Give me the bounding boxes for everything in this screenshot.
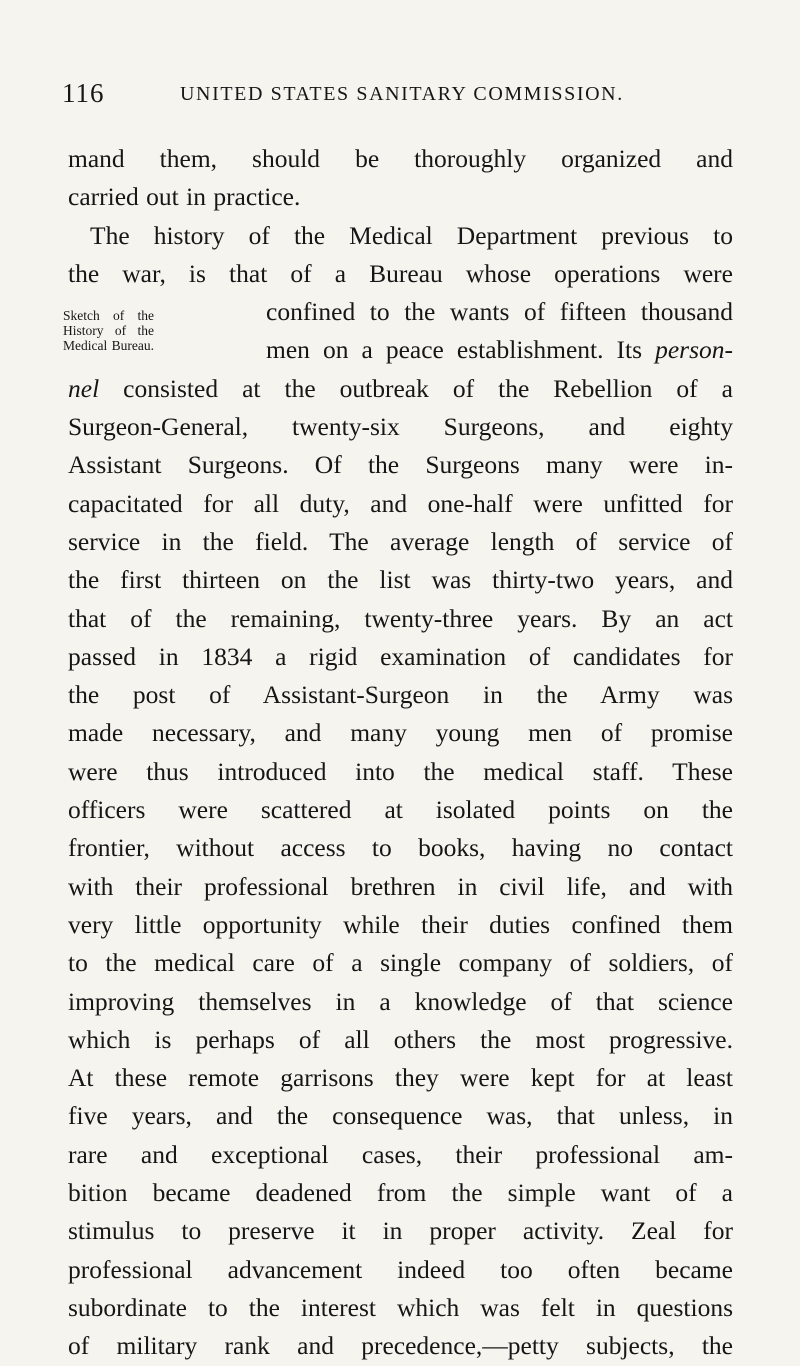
- text-line: subordinate to the interest which was felt in questions: [68, 1292, 733, 1322]
- text-line: confined to the wants of fifteen thousand: [266, 297, 733, 327]
- sidenote-line: History of the: [63, 323, 154, 339]
- text-line: frontier, without access to books, having no contact: [68, 833, 733, 863]
- page-number: 116: [62, 78, 105, 108]
- text-line: professional advancement indeed too often became: [68, 1254, 733, 1284]
- text-line: service in the field. The average length of service of: [68, 526, 733, 556]
- sidenote-line: Sketch of the: [63, 308, 154, 324]
- text-fragment: men on a peace establishment. Its: [266, 335, 656, 365]
- text-line: five years, and the consequence was, that unless, in: [68, 1101, 733, 1131]
- text-line: very little opportunity while their duties confined them: [68, 909, 733, 939]
- text-line: The history of the Medical Department previous to: [90, 220, 733, 250]
- text-line-with-sidenote: [68, 331, 733, 369]
- running-head: [62, 78, 762, 118]
- italic-word: nel: [68, 373, 100, 403]
- running-title: UNITED STATES SANITARY COMMISSION.: [180, 83, 624, 105]
- text-line: made necessary, and many young men of promise: [68, 718, 733, 748]
- italic-word: person-: [655, 335, 733, 365]
- text-line: improving themselves in a knowledge of that science: [68, 986, 733, 1016]
- text-line: stimulus to preserve it in proper activity. Zeal for: [68, 1216, 733, 1246]
- text-line: the first thirteen on the list was thirty-two years, and: [68, 565, 733, 595]
- text-line: to the medical care of a single company of soldiers, of: [68, 948, 733, 978]
- text-line: [68, 370, 733, 408]
- text-line: officers were scattered at isolated points on the: [68, 795, 733, 825]
- text-line: carried out in practice.: [68, 182, 301, 212]
- text-line: of military rank and precedence,—petty subjects, the: [68, 1331, 733, 1361]
- text-fragment: consisted at the outbreak of the Rebellion of a: [99, 373, 733, 403]
- text-line: [266, 331, 733, 369]
- text-line: which is perhaps of all others the most progressive.: [68, 1024, 733, 1054]
- text-line: the war, is that of a Bureau whose operations were: [68, 258, 733, 288]
- text-line: capacitated for all duty, and one-half were unfitted for: [68, 488, 733, 518]
- text-line: rare and exceptional cases, their professional am-: [68, 1139, 733, 1169]
- text-line: the post of Assistant-Surgeon in the Army was: [68, 680, 733, 710]
- text-line: bition became deadened from the simple want of a: [68, 1178, 733, 1208]
- text-line: Assistant Surgeons. Of the Surgeons many were in-: [68, 450, 733, 480]
- text-line: Surgeon-General, twenty-six Surgeons, and eighty: [68, 412, 733, 442]
- text-line: mand them, should be thoroughly organized and: [68, 144, 733, 173]
- sidenote-line: Medical Bureau.: [63, 338, 154, 354]
- body-text: [63, 140, 733, 1366]
- text-line: At these remote garrisons they were kept for at least: [68, 1063, 733, 1093]
- text-line: that of the remaining, twenty-three years. By an act: [68, 603, 733, 633]
- text-line: with their professional brethren in civil life, and with: [68, 871, 733, 901]
- text-line: passed in 1834 a rigid examination of candidates for: [68, 641, 733, 671]
- text-line: were thus introduced into the medical staff. These: [68, 756, 733, 786]
